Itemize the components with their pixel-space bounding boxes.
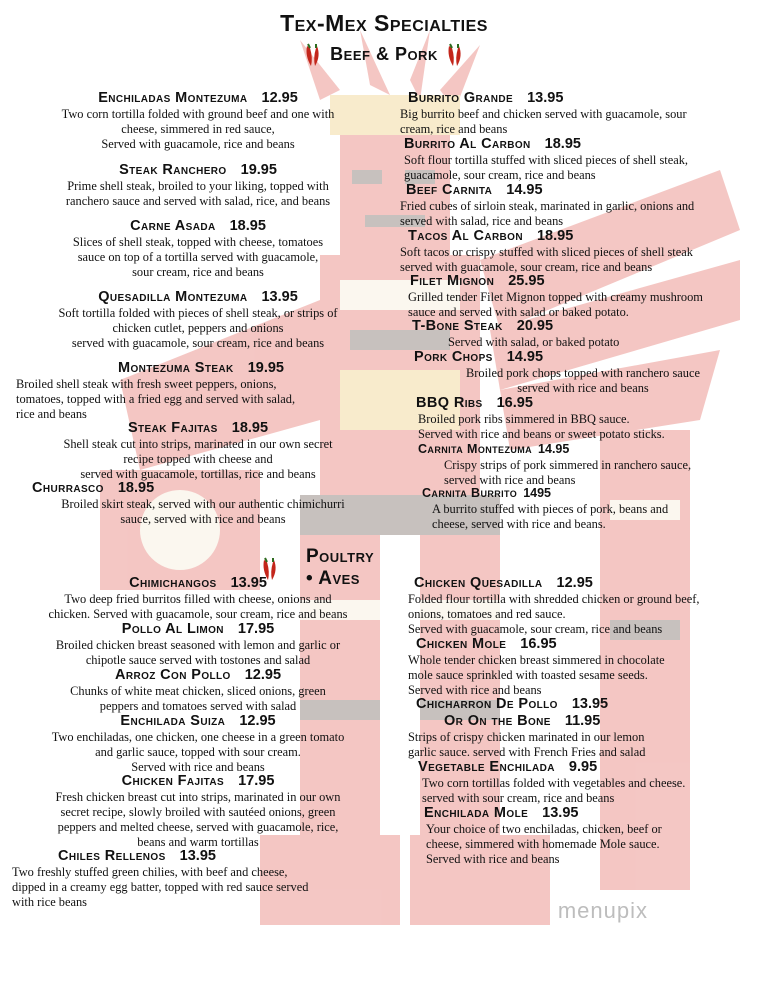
item-name: Enchiladas Montezuma <box>98 90 248 106</box>
item-price: 12.95 <box>261 90 298 106</box>
item-name: Montezuma Steak <box>118 360 234 376</box>
menu-item <box>400 228 760 275</box>
item-price: 13.95 <box>571 696 609 712</box>
item-price: 19.95 <box>247 360 284 376</box>
item-price: 12.95 <box>244 667 282 683</box>
item-price: 13.95 <box>261 289 298 305</box>
item-name: Pollo Al Limon <box>121 621 224 637</box>
item-desc: Broiled shell steak with fresh sweet peppers, onions, tomatoes, topped with a fried egg and served with salad, rice and beans <box>16 377 296 421</box>
section-title-label: Beef & Pork <box>330 43 438 64</box>
menu-item <box>400 441 760 488</box>
item-name: Burrito Grande <box>408 90 514 106</box>
menu-item <box>8 621 388 668</box>
item-price: 25.95 <box>508 273 545 289</box>
menu-item <box>8 218 388 280</box>
item-desc: Broiled pork chops topped with ranchero sauce served with rice and beans <box>466 366 700 395</box>
item-name: Chicken Fajitas <box>121 773 225 789</box>
item-name: BBQ Ribs <box>416 395 483 411</box>
item-price: 17.95 <box>238 773 275 789</box>
item-price: 14.95 <box>538 442 570 456</box>
item-name: Pork Chops <box>414 349 493 365</box>
item-desc: Strips of crispy chicken marinated in our lemon garlic sauce. served with French Fries and salad <box>408 730 646 759</box>
menu-item <box>408 696 760 713</box>
item-price: 18.95 <box>544 136 581 152</box>
menu-item <box>8 773 388 850</box>
item-desc: Two corn tortillas folded with vegetables and cheese. served with sour cream, rice and beans <box>422 776 686 805</box>
item-desc: A burrito stuffed with pieces of pork, beans and cheese, served with rice and beans. <box>432 502 669 531</box>
item-name: Tacos Al Carbon <box>408 228 523 244</box>
menu-item <box>400 136 760 183</box>
item-name: Carnita Montezuma <box>418 442 533 456</box>
item-name: Chicken Mole <box>416 636 507 652</box>
item-desc: Grilled tender Filet Mignon topped with creamy mushroom sauce and served with salad or baked potato. <box>408 290 703 319</box>
item-name: Chicken Quesadilla <box>414 575 543 591</box>
menu-item <box>400 395 760 442</box>
item-price: 13.95 <box>179 848 216 864</box>
chili-peppers-icon <box>443 42 467 68</box>
item-desc: Big burrito beef and chicken served with guacamole, sour cream, rice and beans <box>400 107 687 136</box>
menu-item <box>400 485 760 532</box>
item-desc: Crispy strips of pork simmered in ranchero sauce, served with rice and beans <box>444 458 692 487</box>
item-name: Vegetable Enchilada <box>418 759 555 775</box>
menu-item <box>400 90 760 137</box>
item-price: 1495 <box>523 486 552 500</box>
item-desc: Soft tortilla folded with pieces of shell steak, or strips of chicken cutlet, peppers and onions served with guacamole, sour cream, rice and beans <box>58 306 338 350</box>
menu-item <box>16 360 386 422</box>
item-price: 17.95 <box>237 621 275 637</box>
item-name: Steak Fajitas <box>127 420 218 436</box>
item-desc: Prime shell steak, broiled to your liking, topped with ranchero sauce and served with salad, rice, and beans <box>65 179 331 208</box>
item-price: 11.95 <box>564 713 601 729</box>
item-name: Chiles Rellenos <box>58 848 166 864</box>
item-desc: Two corn tortilla folded with ground beef and one with cheese, simmered in red sauce, Served with guacamole, rice and beans <box>61 107 335 151</box>
chili-peppers-icon <box>301 42 325 68</box>
menu-item <box>408 713 760 760</box>
item-desc: Broiled skirt steak, served with our authentic chimichurri sauce, served with rice and beans <box>61 497 345 526</box>
item-desc: Broiled pork ribs simmered in BBQ sauce. Served with rice and beans or sweet potato sticks. <box>418 412 665 441</box>
item-name: Enchilada Suiza <box>120 713 226 729</box>
item-price: 18.95 <box>229 218 266 234</box>
menupix-watermark: menupix <box>557 898 648 923</box>
item-desc: Your choice of two enchiladas, chicken, beef or cheese, simmered with homemade Mole sauce. Served with rice and beans <box>426 822 662 866</box>
item-name: Filet Mignon <box>410 273 495 289</box>
menu-item <box>18 480 388 527</box>
item-desc: Served with salad, or baked potato <box>448 335 620 349</box>
item-name: Beef Carnita <box>406 182 493 198</box>
menu-item <box>8 162 388 209</box>
menu-item <box>8 90 388 152</box>
menu-item <box>408 759 760 806</box>
menu-item <box>8 289 388 351</box>
item-desc: Chunks of white meat chicken, sliced onions, green peppers and tomatoes served with salad <box>70 684 326 713</box>
section-title-label: Poultry • Aves <box>306 546 375 589</box>
item-price: 20.95 <box>516 318 554 334</box>
menu-item <box>8 420 388 482</box>
item-price: 13.95 <box>542 805 579 821</box>
menu-item <box>400 349 760 396</box>
item-desc: Slices of shell steak, topped with cheese, tomatoes sauce on top of a tortilla served with guacamole, sour cream, rice and beans <box>72 235 324 279</box>
menu-item <box>12 848 388 910</box>
item-price: 16.95 <box>520 636 557 652</box>
item-price: 18.95 <box>231 420 269 436</box>
item-desc: Folded flour tortilla with shredded chicken or ground beef, onions, tomatoes and red sauce. Served with guacamole, sour cream, rice and beans <box>408 592 700 636</box>
item-desc: Two enchiladas, one chicken, one cheese in a green tomato and garlic sauce, topped with sour cream. Served with rice and beans <box>51 730 345 774</box>
item-desc: Shell steak cut into strips, marinated in our own secret recipe topped with cheese and served with guacamole, tortillas, rice and beans <box>63 437 333 481</box>
item-price: 19.95 <box>240 162 277 178</box>
section-title-beef-pork <box>0 42 768 68</box>
item-name: Arroz Con Pollo <box>114 667 231 683</box>
menu-item <box>8 575 388 622</box>
item-price: 13.95 <box>527 90 564 106</box>
item-name: Churrasco <box>32 480 104 496</box>
item-name: Burrito Al Carbon <box>404 136 531 152</box>
item-desc: Soft flour tortilla stuffed with sliced pieces of shell steak, guacamole, sour cream, rice and beans <box>404 153 689 182</box>
menu-item <box>408 575 760 637</box>
menu-item <box>8 667 388 714</box>
item-desc: Soft tacos or crispy stuffed with sliced pieces of shell steak served with guacamole, sour cream, rice and beans <box>400 245 693 274</box>
item-desc: Broiled chicken breast seasoned with lemon and garlic or chipotle sauce served with tostones and salad <box>55 638 341 667</box>
item-desc: Fresh chicken breast cut into strips, marinated in our own secret recipe, slowly broiled with sautéed onions, green peppers and melted cheese, served with guacamole, rice, beans and warm tortillas <box>55 790 341 849</box>
item-price: 16.95 <box>496 395 533 411</box>
item-name: Or On the Bone <box>444 713 551 729</box>
item-name: Steak Ranchero <box>119 162 227 178</box>
item-name: T-Bone Steak <box>412 318 503 334</box>
item-price: 13.95 <box>230 575 267 591</box>
menu-item <box>400 273 760 320</box>
menu-item <box>400 318 760 350</box>
item-desc: Fried cubes of sirloin steak, marinated in garlic, onions and served with salad, rice and beans <box>400 199 695 228</box>
item-price: 18.95 <box>117 480 155 496</box>
item-desc: Two deep fried burritos filled with cheese, onions and chicken. Served with guacamole, sour cream, rice and beans <box>48 592 348 621</box>
item-price: 12.95 <box>239 713 276 729</box>
item-price: 12.95 <box>556 575 593 591</box>
item-name: Chimichangos <box>129 575 217 591</box>
menu-item <box>408 636 760 698</box>
item-name: Carnita Burrito <box>422 486 518 500</box>
item-price: 9.95 <box>568 759 598 775</box>
item-price: 18.95 <box>536 228 574 244</box>
item-name: Chicharron De Pollo <box>416 696 558 712</box>
menu-item <box>8 713 388 775</box>
item-name: Quesadilla Montezuma <box>98 289 248 305</box>
page-title: Tex-Mex Specialties <box>280 10 488 36</box>
menu-item <box>400 182 760 229</box>
menu-item <box>408 805 760 867</box>
item-price: 14.95 <box>506 349 544 365</box>
item-name: Carne Asada <box>130 218 216 234</box>
item-desc: Whole tender chicken breast simmered in chocolate mole sauce sprinkled with toasted sesame seeds. Served with rice and beans <box>408 653 665 697</box>
item-name: Enchilada Mole <box>424 805 529 821</box>
item-desc: Two freshly stuffed green chilies, with beef and cheese, dipped in a creamy egg batter, topped with red sauce served with rice beans <box>12 865 309 909</box>
item-price: 14.95 <box>506 182 543 198</box>
